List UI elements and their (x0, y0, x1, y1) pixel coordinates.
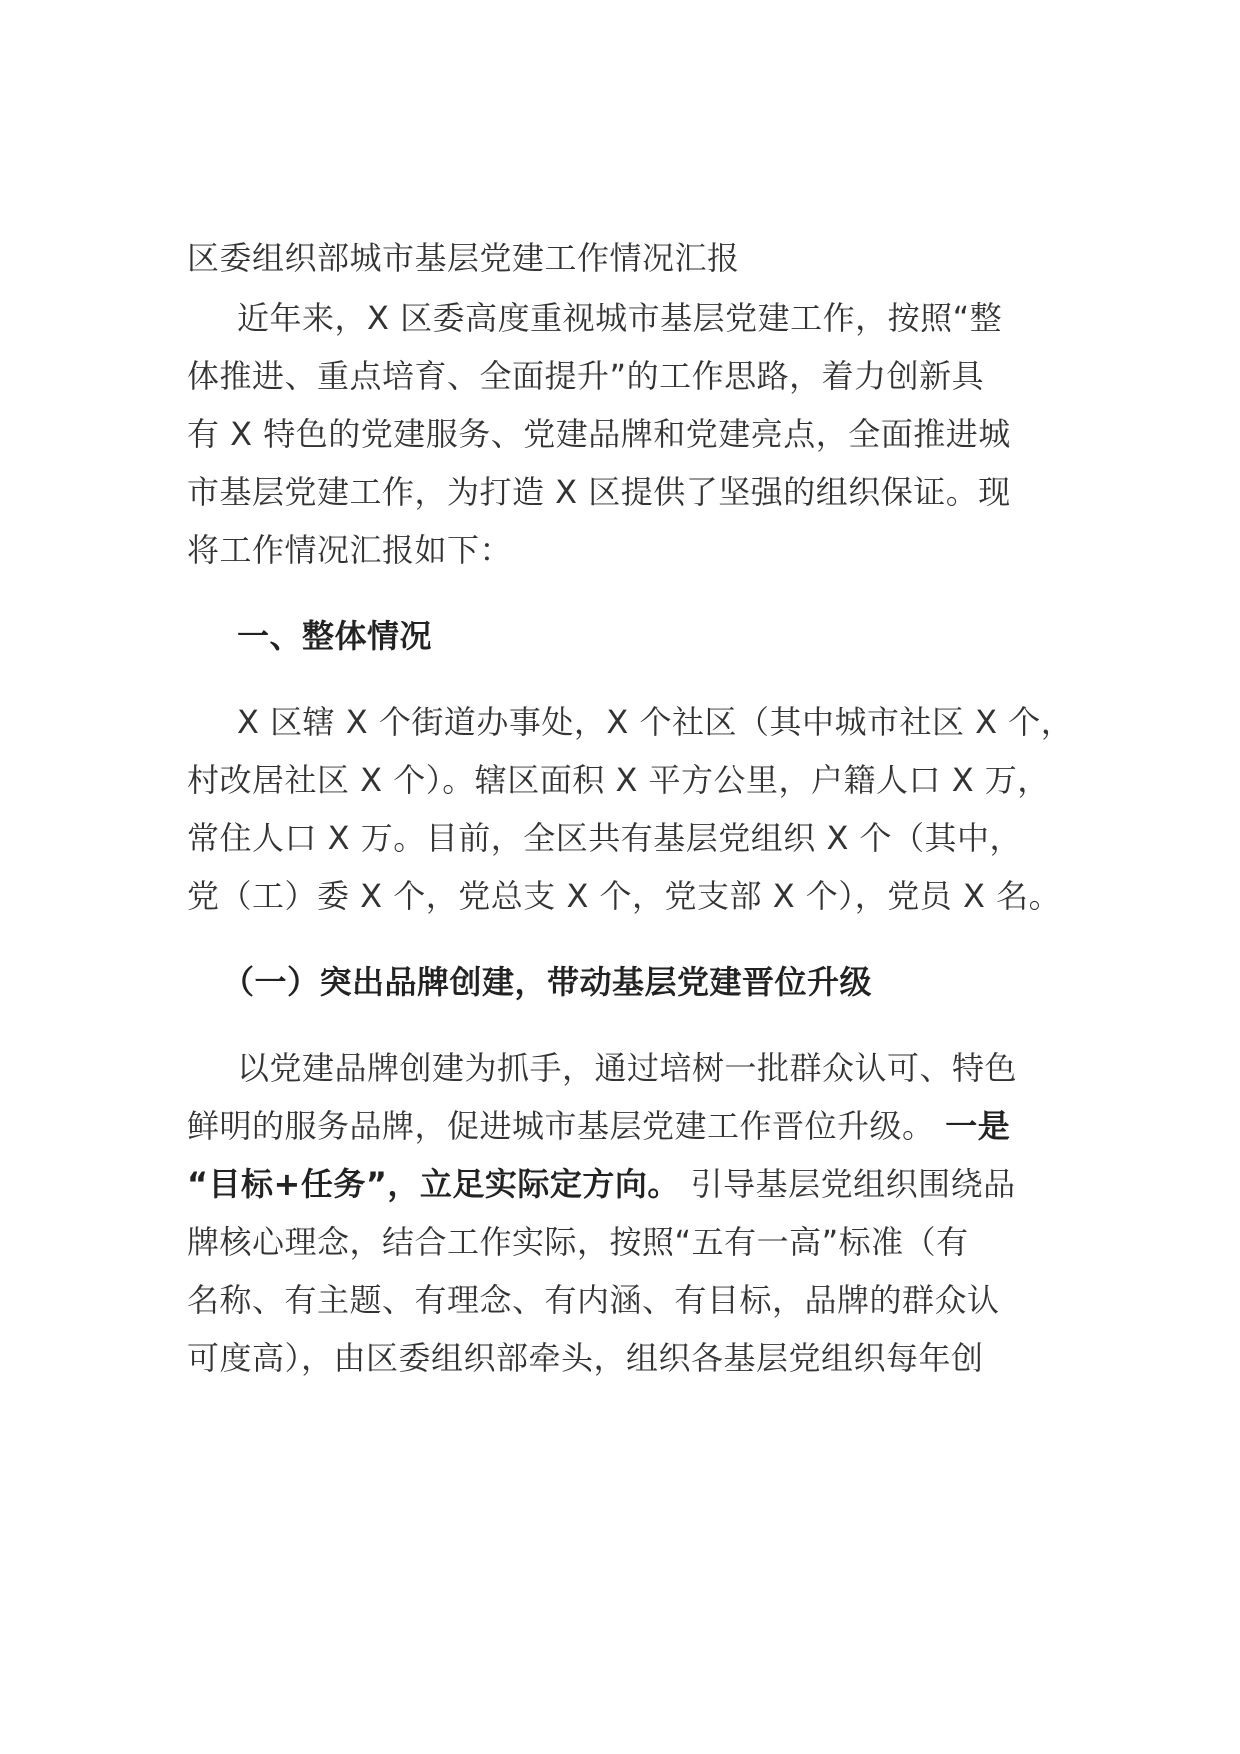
brand-emphasis: 一是 (945, 1107, 1011, 1145)
brand-text: 鲜明的服务品牌，促进城市基层党建工作晋位升级。 (187, 1107, 935, 1145)
brand-line: 名称、有主题、有理念、有内涵、有目标，品牌的群众认 (187, 1281, 1000, 1319)
subsection-heading: （一）突出品牌创建，带动基层党建晋位升级 (222, 963, 873, 1001)
brand-line: 牌核心理念，结合工作实际，按照“五有一高”标准（有 (187, 1223, 969, 1261)
brand-emphasis: “目标+任务”，立足实际定方向。 (187, 1165, 680, 1203)
intro-line: 近年来，X 区委高度重视城市基层党建工作，按照“整 (237, 299, 1003, 337)
intro-line: 体推进、重点培育、全面提升”的工作思路，着力创新具 (187, 357, 985, 395)
overview-line: 常住人口 X 万。目前，全区共有基层党组织 X 个（其中， (187, 819, 1023, 857)
section-heading: 一、整体情况 (237, 617, 433, 655)
overview-line: X 区辖 X 个街道办事处，X 个社区（其中城市社区 X 个， (237, 703, 1074, 741)
intro-line: 有 X 特色的党建服务、党建品牌和党建亮点，全面推进城 (187, 415, 1011, 453)
brand-line: 以党建品牌创建为抓手，通过培树一批群众认可、特色 (237, 1049, 1018, 1087)
document-title: 区委组织部城市基层党建工作情况汇报 (187, 239, 740, 277)
brand-text: 引导基层党组织围绕品 (690, 1165, 1016, 1203)
overview-line: 党（工）委 X 个，党总支 X 个，党支部 X 个），党员 X 名。 (187, 877, 1062, 915)
brand-line (187, 1106, 1010, 1146)
intro-line: 市基层党建工作，为打造 X 区提供了坚强的组织保证。现 (187, 473, 1011, 511)
overview-line: 村改居社区 X 个）。辖区面积 X 平方公里，户籍人口 X 万， (187, 761, 1050, 799)
brand-line: 可度高），由区委组织部牵头，组织各基层党组织每年创 (187, 1339, 984, 1377)
intro-line: 将工作情况汇报如下： (187, 531, 513, 569)
brand-line (187, 1164, 1016, 1204)
